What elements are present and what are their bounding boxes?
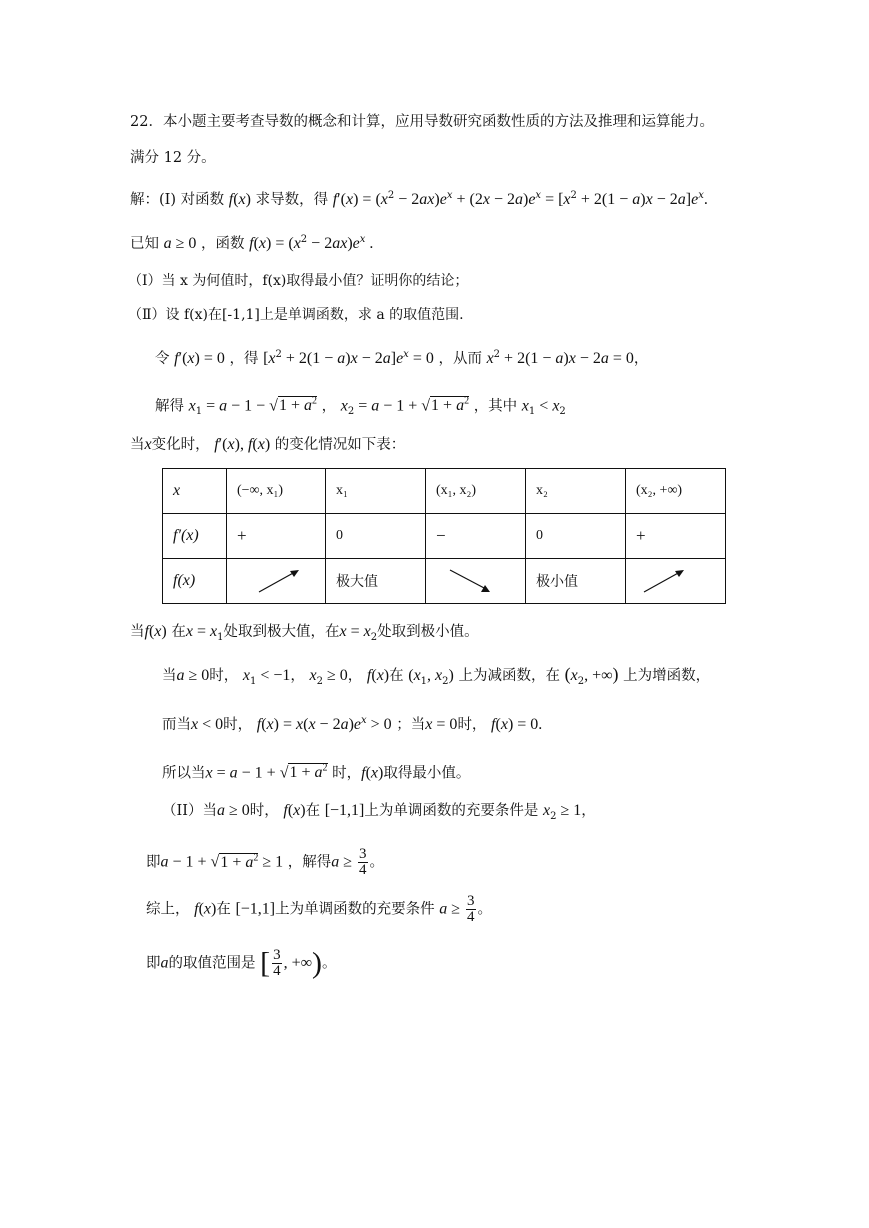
extreme-line: 当f(x) 在$x = x_1$处取到极大值，在$x = x_2$处取到极小值。 xyxy=(130,623,479,643)
table-cell: (x₂, +∞) xyxy=(626,469,726,514)
table-cell: (x₁, x₂) xyxy=(426,469,526,514)
case-line: 当a ≥ 0时， $x_1 < -1$， $x_2 \ge 0$， f(x)在 ($x_1$, $x_2$) 上为减函数，在 ($x_2$, +∞) 上为增函数， xyxy=(162,664,711,687)
table-cell: 0 xyxy=(526,514,626,559)
table-row xyxy=(163,469,726,514)
table-row xyxy=(163,559,726,604)
table-cell xyxy=(227,559,326,604)
part2-line: （II）当a ≥ 0时， f(x)在 [−1,1]上为单调函数的充要条件是 $x_2 \ge 1$， xyxy=(162,802,596,822)
up-arrow-icon xyxy=(257,568,301,594)
variation-table xyxy=(162,468,726,604)
table-cell: + xyxy=(227,514,326,559)
table-cell xyxy=(426,559,526,604)
table-cell: 极小值 xyxy=(526,559,626,604)
negative-line: 而当x < 0时， $f(x) = x(x - 2a)e^x > 0$ ；当x = 0时， f(x) = 0. xyxy=(162,715,543,733)
table-cell: 极大值 xyxy=(326,559,426,604)
question-2: （Ⅱ）设 f(x)在[-1,1]上是单调函数，求 a 的取值范围. xyxy=(128,307,464,323)
minimum-line: 所以当$x = a - 1 + √1 + a^2$ 时，f(x)取得最小值。 xyxy=(162,763,471,782)
let-line: 令 f′(x) = 0 ，得 $[x^2 + 2(1 - a)x - 2a]e^x = 0$ ，从而 $x^2 + 2(1 - a)x - 2a = 0$， xyxy=(155,349,649,367)
fraction: $\frac{3}{4}$ xyxy=(359,846,367,878)
problem-header: 22．本小题主要考查导数的概念和计算，应用导数研究函数性质的方法及推理和运算能力。 xyxy=(130,114,714,130)
fraction: $\frac{3}{4}$ xyxy=(467,893,475,925)
table-cell: x₂ xyxy=(526,469,626,514)
table-cell: (−∞, x₁) xyxy=(227,469,326,514)
given-line: 已知 a ≥ 0 ，函数 $f(x) = (x^2 - 2ax)e^x$ . xyxy=(130,234,374,252)
table-intro: 当x变化时， f′(x), f(x) 的变化情况如下表： xyxy=(130,436,406,453)
table-cell: 0 xyxy=(326,514,426,559)
table-cell: x₁ xyxy=(326,469,426,514)
table-cell: + xyxy=(626,514,726,559)
table-cell: f(x) xyxy=(163,559,227,604)
table-row xyxy=(163,514,726,559)
table-cell: f′(x) xyxy=(163,514,227,559)
range-line: 即a的取值范围是 [ $\frac{3}{4}$ , +∞)。 xyxy=(146,946,337,980)
up-arrow-icon xyxy=(642,568,686,594)
question-1: （Ⅰ）当 x 为何值时，f(x)取得最小值？证明你的结论； xyxy=(128,273,469,289)
inequality-line: 即$a - 1 + √1 + a^2 \ge 1$ ，解得a ≥ $\frac{3}{4}$ 。 xyxy=(146,846,385,878)
table-cell: − xyxy=(426,514,526,559)
solve-line: 解得 $x_1 = a - 1 - √1 + a^2$ ， $x_2 = a - 1 + √1 + a^2$ ，其中 $x_1 < x_2$ xyxy=(155,396,566,418)
down-arrow-icon xyxy=(448,568,492,594)
table-cell: x xyxy=(163,469,227,514)
summary-line: 综上， f(x)在 [−1,1]上为单调函数的充要条件 a ≥ $\frac{3}{4}$ 。 xyxy=(146,893,493,925)
table-cell xyxy=(626,559,726,604)
score-line: 满分 12 分。 xyxy=(130,150,216,166)
derivative-line: 解：(I) 对函数 f(x) 求导数，得 $f'(x) = (x^2 - 2ax)e^x + (2x - 2a)e^x = [x^2 + 2(1 - a)x - 2a]e^x$. xyxy=(130,190,708,208)
fraction: $\frac{3}{4}$ xyxy=(273,947,281,979)
